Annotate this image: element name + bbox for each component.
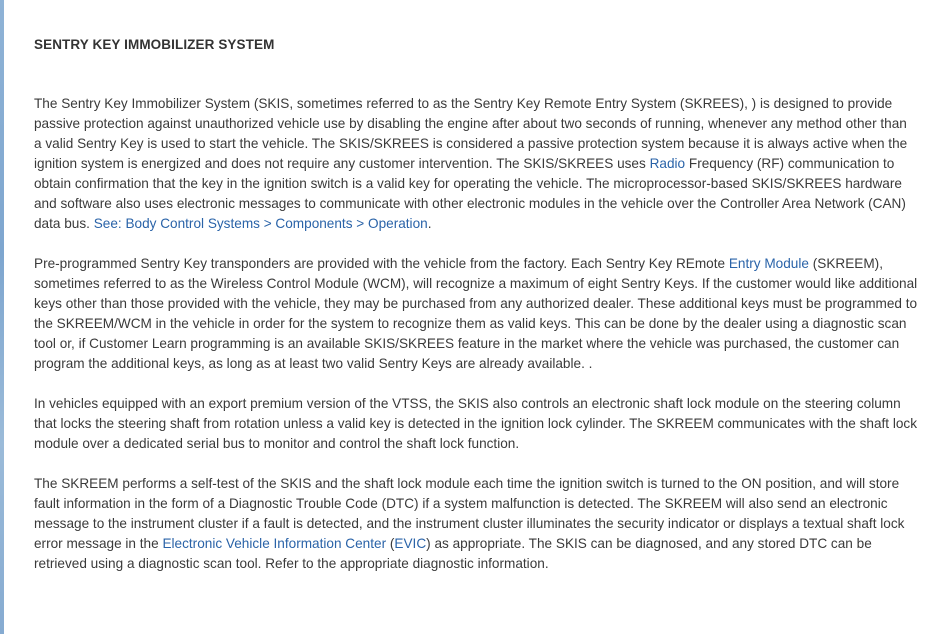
paragraph-text: In vehicles equipped with an export premium version of the VTSS, the SKIS also controls an electronic shaft lock module on the steering column that locks the steering shaft from rotation unless a valid key is detected in the ignition lock cylinder. The SKREEM communicates with the shaft lock module over a dedicated serial bus to monitor and control the shaft lock function.: [34, 396, 918, 451]
paragraph-text: Frequency (RF) communication to obtain confirmation that the key in the ignition switch is a valid key for operating the vehicle. The microprocessor-based SKIS/SKREES hardware and software also uses electronic messages to communicate with other electronic modules in the vehicle over the Controller Area Network (CAN) data bus.: [34, 156, 906, 231]
paragraph-sentry-keys: [34, 254, 918, 374]
page-title: SENTRY KEY IMMOBILIZER SYSTEM: [34, 37, 275, 52]
paragraph-skis-overview: [34, 94, 918, 234]
paragraph-text: (SKREEM), sometimes referred to as the Wireless Control Module (WCM), will recognize a maximum of eight Sentry Keys. If the customer would like additional keys other than those provided with the vehicle, they may be purchased from any authorized dealer. These additional keys must be programmed to the SKREEM/WCM in the vehicle in order for the system to recognize them as valid keys. This can be done by the dealer using a diagnostic scan tool or, if Customer Learn programming is an available SKIS/SKREES feature in the market where the vehicle was purchased, the customer can program the additional keys, as long as at least two valid Sentry Keys are already available. .: [34, 256, 918, 371]
body-control-systems-link[interactable]: See: Body Control Systems > Components > Operation: [93, 216, 428, 231]
document-body: [34, 36, 918, 594]
paragraph-text: The Sentry Key Immobilizer System (SKIS, sometimes referred to as the Sentry Key Remote Entry System (SKREES), ) is designed to provide passive protection against unauthorized vehicle use by disabling the engine after about two seconds of running, whenever any method other than a valid Sentry Key is used to start the vehicle. The SKIS/SKREES is considered a passive protection system because it is always active when the ignition system is energized and does not require any customer intervention. The SKIS/SKREES uses: [34, 96, 908, 171]
paragraph-text: ) as appropriate. The SKIS can be diagnosed, and any stored DTC can be retrieved using a diagnostic scan tool. Refer to the appropriate diagnostic information.: [34, 536, 872, 571]
paragraph-text: (: [386, 536, 395, 551]
evic-full-link[interactable]: Electronic Vehicle Information Center: [162, 536, 387, 551]
paragraph-text: Pre-programmed Sentry Key transponders are provided with the vehicle from the factory. Each Sentry Key REmote: [34, 256, 729, 271]
paragraph-text: The SKREEM performs a self-test of the SKIS and the shaft lock module each time the ignition switch is turned to the ON position, and will store fault information in the form of a Diagnostic Trouble Code (DTC) if a system malfunction is detected. The SKREEM will also send an electronic message to the instrument cluster if a fault is detected, and the instrument cluster illuminates the security indicator or displays a textual shaft lock error message in the: [34, 476, 905, 551]
paragraph-shaft-lock: [34, 394, 918, 454]
radio-link[interactable]: Radio: [649, 156, 686, 171]
paragraph-text: .: [427, 216, 432, 231]
entry-module-link[interactable]: Entry Module: [728, 256, 809, 271]
paragraph-self-test: [34, 474, 918, 574]
evic-link[interactable]: EVIC: [394, 536, 427, 551]
left-edge-bar: [0, 0, 4, 634]
